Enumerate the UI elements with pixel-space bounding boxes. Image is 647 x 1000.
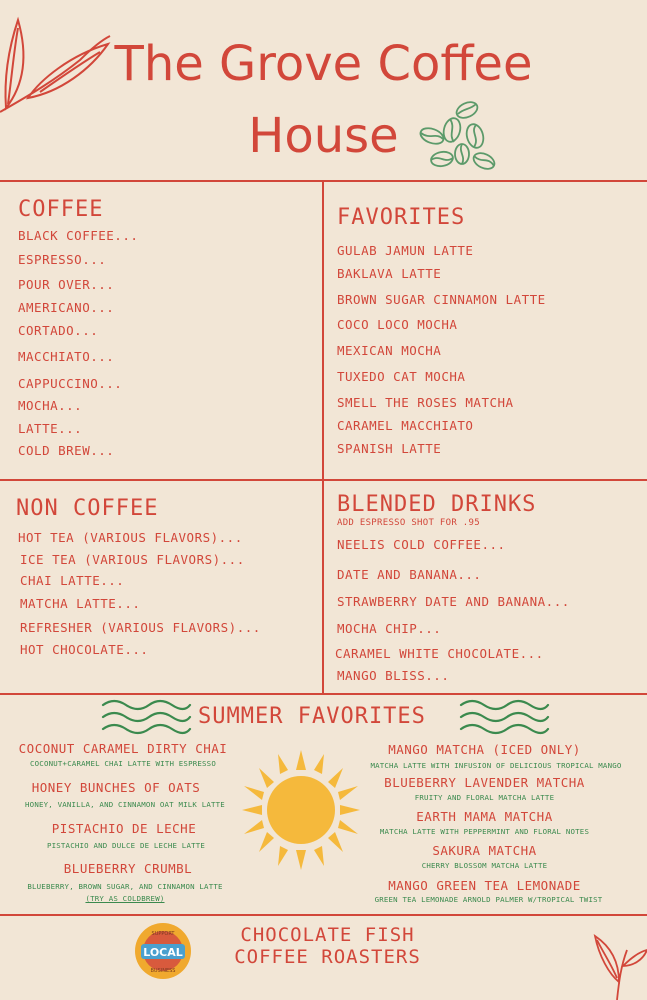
menu-item: MEXICAN MOCHA bbox=[337, 343, 442, 358]
menu-item: MOCHA... bbox=[18, 398, 83, 413]
coldbrew-note: (TRY AS COLDBREW) bbox=[85, 894, 165, 903]
menu-item: BROWN SUGAR CINNAMON LATTE bbox=[337, 292, 546, 307]
menu-item: POUR OVER... bbox=[18, 277, 115, 292]
sun-icon bbox=[242, 750, 360, 870]
summer-item-desc: BLUEBERRY, BROWN SUGAR, AND CINNAMON LATTE bbox=[27, 882, 223, 891]
badge-ring-top: SUPPORT bbox=[151, 931, 175, 937]
coffee-title: COFFEE bbox=[18, 197, 104, 222]
menu-item: MANGO BLISS... bbox=[337, 668, 450, 683]
divider-summer bbox=[0, 693, 647, 695]
roaster-name-line2: COFFEE ROASTERS bbox=[234, 946, 421, 968]
summer-item-desc: FRUITY AND FLORAL MATCHA LATTE bbox=[414, 793, 555, 802]
blended-note: ADD ESPRESSO SHOT FOR .95 bbox=[337, 518, 480, 528]
menu-item: DATE AND BANANA... bbox=[337, 567, 482, 582]
roaster-name-line1: CHOCOLATE FISH bbox=[240, 924, 415, 946]
non-coffee-title: NON COFFEE bbox=[16, 496, 159, 521]
menu-item: TUXEDO CAT MOCHA bbox=[337, 369, 466, 384]
menu-item: MACCHIATO... bbox=[18, 349, 115, 364]
leaf-branch-bottom-icon bbox=[587, 926, 647, 1000]
wave-left-icon bbox=[100, 697, 192, 737]
menu-item: HOT CHOCOLATE... bbox=[20, 642, 149, 657]
menu-item: HOT TEA (VARIOUS FLAVORS)... bbox=[18, 530, 243, 545]
divider-vertical-upper bbox=[322, 180, 324, 694]
support-local-badge bbox=[134, 922, 192, 980]
summer-item-name: BLUEBERRY CRUMBL bbox=[63, 861, 193, 876]
menu-item: AMERICANO... bbox=[18, 300, 115, 315]
badge-ring-bottom: BUSINESS bbox=[150, 968, 176, 974]
summer-title: SUMMER FAVORITES bbox=[198, 704, 426, 729]
summer-item-desc: COCONUT+CARAMEL CHAI LATTE WITH ESPRESSO bbox=[30, 759, 216, 768]
summer-item-desc: HONEY, VANILLA, AND CINNAMON OAT MILK LATTE bbox=[25, 800, 225, 809]
divider-middle bbox=[0, 479, 647, 481]
wave-right-icon bbox=[458, 697, 550, 737]
summer-item-desc: MATCHA LATTE WITH PEPPERMINT AND FLORAL NOTES bbox=[379, 827, 590, 836]
menu-item: LATTE... bbox=[18, 421, 83, 436]
summer-item-name: HONEY BUNCHES OF OATS bbox=[31, 780, 201, 795]
menu-item: MOCHA CHIP... bbox=[337, 621, 442, 636]
menu-item: SPANISH LATTE bbox=[337, 441, 442, 456]
divider-footer bbox=[0, 914, 647, 916]
menu-item: REFRESHER (VARIOUS FLAVORS)... bbox=[20, 620, 261, 635]
menu-item: CAPPUCCINO... bbox=[18, 376, 123, 391]
summer-item-desc: CHERRY BLOSSOM MATCHA LATTE bbox=[421, 861, 548, 870]
menu-item: COCO LOCO MOCHA bbox=[337, 317, 458, 332]
menu-item: MATCHA LATTE... bbox=[20, 596, 141, 611]
summer-item-name: PISTACHIO DE LECHE bbox=[51, 821, 197, 836]
menu-item: NEELIS COLD COFFEE... bbox=[337, 537, 506, 552]
menu-item: BLACK COFFEE... bbox=[18, 228, 139, 243]
menu-item: BAKLAVA LATTE bbox=[337, 266, 442, 281]
summer-item-name: EARTH MAMA MATCHA bbox=[416, 809, 553, 824]
badge-label: LOCAL bbox=[143, 946, 183, 959]
menu-item: CARAMEL WHITE CHOCOLATE... bbox=[335, 646, 544, 661]
page-title-line2: House bbox=[248, 108, 399, 164]
page-title-line1: The Grove Coffee bbox=[114, 36, 533, 92]
summer-item-name: SAKURA MATCHA bbox=[432, 843, 537, 858]
summer-item-desc: PISTACHIO AND DULCE DE LECHE LATTE bbox=[46, 841, 206, 850]
coffee-beans-icon bbox=[412, 96, 504, 180]
menu-item: ICE TEA (VARIOUS FLAVORS)... bbox=[20, 552, 245, 567]
summer-item-desc: GREEN TEA LEMONADE ARNOLD PALMER W/TROPICAL TWIST bbox=[374, 895, 603, 904]
favorites-title: FAVORITES bbox=[337, 205, 466, 230]
menu-item: STRAWBERRY DATE AND BANANA... bbox=[337, 594, 570, 609]
summer-item-name: BLUEBERRY LAVENDER MATCHA bbox=[384, 775, 585, 790]
blended-title: BLENDED DRINKS bbox=[337, 492, 537, 517]
menu-item: GULAB JAMUN LATTE bbox=[337, 243, 474, 258]
menu-item: ESPRESSO... bbox=[18, 252, 107, 267]
menu-item: SMELL THE ROSES MATCHA bbox=[337, 395, 514, 410]
menu-item: CORTADO... bbox=[18, 323, 99, 338]
summer-item-name: MANGO MATCHA (ICED ONLY) bbox=[388, 742, 581, 757]
summer-item-desc: MATCHA LATTE WITH INFUSION OF DELICIOUS TROPICAL MANGO bbox=[370, 761, 622, 770]
summer-item-name: MANGO GREEN TEA LEMONADE bbox=[388, 878, 581, 893]
menu-item: CHAI LATTE... bbox=[20, 573, 125, 588]
menu-item: CARAMEL MACCHIATO bbox=[337, 418, 474, 433]
summer-item-name: COCONUT CARAMEL DIRTY CHAI bbox=[18, 741, 228, 756]
menu-item: COLD BREW... bbox=[18, 443, 115, 458]
